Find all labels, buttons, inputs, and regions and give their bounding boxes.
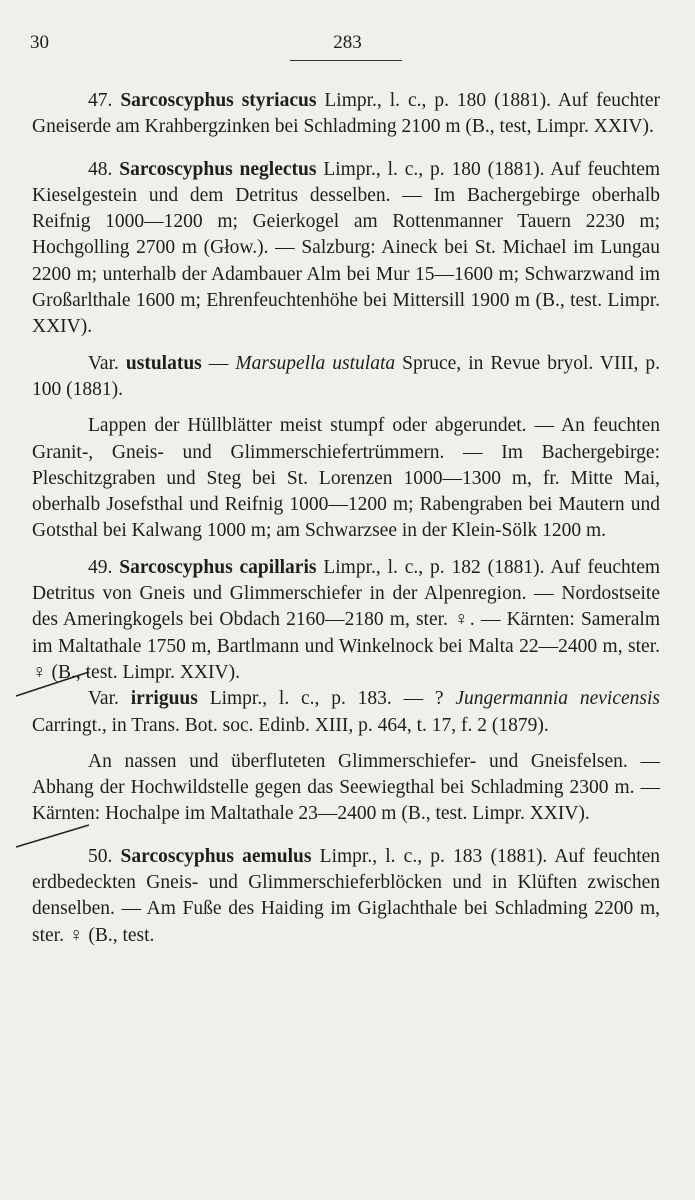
variety-ustulatus	[32, 351, 660, 404]
center-page-number: 283	[333, 32, 362, 53]
entry-50	[32, 844, 660, 949]
variety-description: Lappen der Hüllblätter meist stumpf oder abgerundet. — An feuchten Granit-, Gneis- und Glimmerschiefertrümmern. — Im Bachergebirge: Pleschitzgraben und Steg bei St. Lorenzen 1000—1300 m, fr. Mitte Mai, oberhalb Josefsthal und Reifnig 1000—1200 m; Rabengraben bei Mautern und Gotsthal bei Kalwang 1000 m; am Schwarzsee in der Klein-Sölk 1200 m.	[32, 415, 660, 542]
species-description: Auf feuchten erdbedeckten Gneis- und Glimmerschieferblöcken und in Klüften zwischen denselben. — Am Fuße des Haiding im Giglachthale bei Schladming 2200 m, ster. ♀ (B., test.	[32, 845, 661, 946]
variety-name: ustulatus	[125, 352, 202, 374]
species-number: 47.	[88, 90, 113, 111]
variety-citation: Spruce, in Revue bryol. VIII, p. 100 (1881).	[32, 352, 661, 400]
variety-irriguus-description	[32, 749, 660, 828]
species-citation: Limpr., l. c., p. 183 (1881).	[319, 845, 548, 867]
species-citation: Limpr., l. c., p. 182 (1881).	[323, 556, 545, 578]
variety-citation: Carringt., in Trans. Bot. soc. Edinb. XIII, p. 464, t. 17, f. 2 (1879).	[32, 714, 549, 736]
variety-ustulatus-description	[32, 413, 660, 544]
species-number: 50.	[88, 845, 113, 867]
variety-irriguus	[32, 686, 660, 739]
variety-citation-pre: Limpr., l. c., p. 183. — ?	[209, 688, 444, 710]
variety-prefix: Var.	[88, 688, 119, 710]
entry-49	[32, 555, 660, 686]
page-header	[0, 32, 695, 62]
variety-name: irriguus	[130, 688, 198, 710]
species-name: Sarcoscyphus neglectus	[119, 158, 317, 180]
variety-synonym: Marsupella ustulata	[235, 352, 396, 374]
species-description: Auf feuchter Gneiserde am Krahbergzinken bei Schladming 2100 m (B., test, Limpr. XXIV).	[32, 90, 660, 138]
species-number: 49.	[88, 556, 113, 578]
species-description: Auf feuchtem Detritus von Gneis und Glimmerschiefer in der Alpenregion. — Nordostseite des Ameringkogels bei Obdach 2160—2180 m, ster. ♀. — Kärnten: Sameralm im Maltathale 1750 m, Bartlmann und Winkelnock bei Malta 22—2400 m, ster. ♀ (B., test. Limpr. XXIV).	[32, 556, 661, 683]
entry-47	[32, 88, 660, 141]
species-number: 48.	[88, 158, 113, 180]
page-body	[32, 88, 660, 949]
species-citation: Limpr., l. c., p. 180 (1881).	[324, 90, 551, 111]
species-name: Sarcoscyphus aemulus	[120, 845, 312, 867]
variety-description: An nassen und überfluteten Glimmerschiefer- und Gneisfelsen. — Abhang der Hochwildstelle gegen das Seewiegthal bei Schladming 2300 m. — Kärnten: Hochalpe im Maltathale 23—2400 m (B., test. Limpr. XXIV).	[32, 750, 660, 825]
species-citation: Limpr., l. c., p. 180 (1881).	[323, 158, 545, 180]
variety-dash: —	[208, 352, 229, 374]
variety-prefix: Var.	[88, 352, 119, 374]
species-name: Sarcoscyphus styriacus	[120, 90, 317, 111]
species-description: Auf feuchtem Kieselgestein und dem Detritus desselben. — Im Bachergebirge oberhalb Reifnig 1000—1200 m; Geierkogel am Rottenmanner Tauern 2230 m; Hochgolling 2700 m (Głow.). — Salzburg: Aineck bei St. Michael im Lungau 2200 m; unterhalb der Adambauer Alm bei Mur 15—1600 m; Schwarzwand im Großarlthale 1600 m; Ehrenfeuchtenhöhe bei Mittersill 1900 m (B., test. Limpr. XXIV).	[32, 158, 661, 338]
header-rule	[290, 60, 402, 61]
entry-48	[32, 157, 660, 341]
left-page-number: 30	[30, 32, 49, 53]
species-name: Sarcoscyphus capillaris	[119, 556, 317, 578]
variety-synonym: Jungermannia nevicensis	[455, 688, 660, 710]
